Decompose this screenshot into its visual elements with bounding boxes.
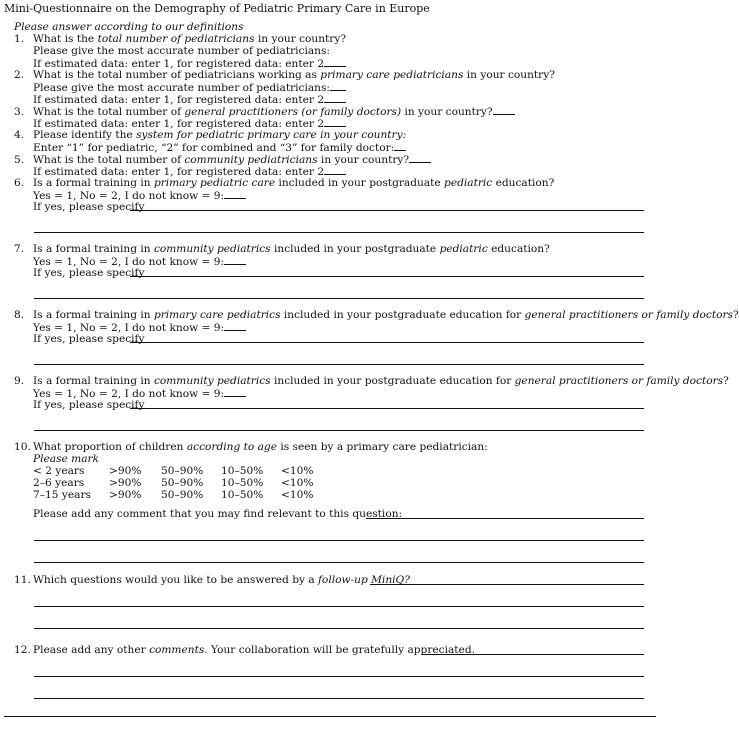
answer-line[interactable]: [34, 606, 644, 607]
age-proportion-table: [33, 465, 313, 501]
answer-line[interactable]: [34, 698, 644, 699]
answer-blank[interactable]: [324, 117, 346, 127]
question-11: 11. Which questions would you like to be answered by a follow-up MiniQ?: [14, 574, 410, 586]
question-number: 1.: [14, 33, 25, 45]
question-6: 6. Is a formal training in primary pediatric care included in your postgraduate pediatric education? Yes = 1, No = 2, I do not know = 9: If yes, please specify: [14, 177, 555, 213]
option-50-90[interactable]: 50–90%: [161, 477, 204, 489]
option-10-50[interactable]: 10–50%: [221, 489, 264, 501]
answer-line[interactable]: [422, 654, 644, 655]
answer-line[interactable]: [34, 628, 644, 629]
table-row: 7–15 years >90% 50–90% 10–50% <10%: [33, 489, 314, 501]
answer-blank[interactable]: [324, 93, 346, 103]
instruction-text: Please answer according to our definitions: [14, 21, 244, 33]
answer-line[interactable]: [34, 232, 644, 233]
answer-blank[interactable]: [493, 105, 515, 115]
answer-line[interactable]: [130, 408, 644, 409]
option-10-50[interactable]: 10–50%: [221, 477, 264, 489]
question-2: 2. What is the total number of pediatricians working as primary care pediatricians in your country? Please give the most accurate number of pediatricians: If estimated data: enter 1, for registered data: enter 2: [14, 69, 555, 106]
option-10-50[interactable]: 10–50%: [221, 465, 264, 477]
page-title: Mini-Questionnaire on the Demography of Pediatric Primary Care in Europe: [4, 2, 430, 15]
option-over-90[interactable]: >90%: [109, 465, 142, 477]
question-4: 4. Please identify the system for pediatric primary care in your country: Enter “1” for pediatric, “2” for combined and “3” for family doctor:: [14, 129, 407, 154]
question-10-comment: Please add any comment that you may find relevant to this question:: [33, 508, 403, 520]
answer-blank[interactable]: [224, 321, 246, 331]
question-12: 12. Please add any other comments. Your collaboration will be gratefully appreciated.: [14, 644, 475, 656]
answer-line[interactable]: [34, 676, 644, 677]
question-10: 10. What proportion of children according to age is seen by a primary care pediatrician: Please mark < 2 years >90% 50–90% 10–50% <10% 2–6 years >90% 50–90% 10–50% <10% 7–15 years >90% 50–90% 10–50% <10%: [14, 441, 654, 501]
answer-blank[interactable]: [324, 165, 346, 175]
option-over-90[interactable]: >90%: [109, 489, 142, 501]
table-row: 2–6 years >90% 50–90% 10–50% <10%: [33, 477, 314, 489]
mark-instruction: Please mark: [33, 453, 100, 465]
answer-blank[interactable]: [224, 387, 246, 397]
question-5: 5. What is the total number of community pediatricians in your country? If estimated data: enter 1, for registered data: enter 2: [14, 153, 654, 177]
answer-blank[interactable]: [330, 81, 346, 91]
answer-line[interactable]: [34, 540, 644, 541]
answer-blank[interactable]: [324, 57, 346, 67]
question-7: 7. Is a formal training in community pediatrics included in your postgraduate pediatric education? Yes = 1, No = 2, I do not know = 9: If yes, please specify: [14, 243, 550, 279]
option-50-90[interactable]: 50–90%: [161, 465, 204, 477]
option-under-10[interactable]: <10%: [281, 465, 314, 477]
answer-line[interactable]: [34, 298, 644, 299]
answer-line[interactable]: [130, 276, 644, 277]
answer-line[interactable]: [34, 562, 644, 563]
answer-line[interactable]: [366, 518, 644, 519]
answer-line[interactable]: [34, 430, 644, 431]
table-row: < 2 years >90% 50–90% 10–50% <10%: [33, 465, 314, 477]
option-under-10[interactable]: <10%: [281, 477, 314, 489]
answer-blank[interactable]: [409, 153, 431, 163]
option-under-10[interactable]: <10%: [281, 489, 314, 501]
page-divider: [4, 716, 656, 717]
answer-blank[interactable]: [394, 141, 406, 151]
answer-line[interactable]: [34, 364, 644, 365]
question-8: 8. Is a formal training in primary care pediatrics included in your postgraduate education for general practitioners or family doctors? Yes = 1, No = 2, I do not know = 9: If yes, please specify: [14, 309, 739, 345]
question-3: 3. What is the total number of general practitioners (or family doctors) in your country? If estimated data: enter 1, for registered data: enter 2: [14, 105, 654, 129]
option-50-90[interactable]: 50–90%: [161, 489, 204, 501]
answer-line[interactable]: [370, 584, 644, 585]
option-over-90[interactable]: >90%: [109, 477, 142, 489]
answer-line[interactable]: [130, 342, 644, 343]
answer-blank[interactable]: [224, 255, 246, 265]
question-9: 9. Is a formal training in community pediatrics included in your postgraduate education for general practitioners or family doctors? Yes = 1, No = 2, I do not know = 9: If yes, please specify: [14, 375, 729, 411]
question-1: 1. What is the total number of pediatricians in your country? Please give the most accurate number of pediatricians: If estimated data: enter 1, for registered data: enter 2: [14, 33, 347, 70]
answer-blank[interactable]: [224, 189, 246, 199]
answer-line[interactable]: [130, 210, 644, 211]
